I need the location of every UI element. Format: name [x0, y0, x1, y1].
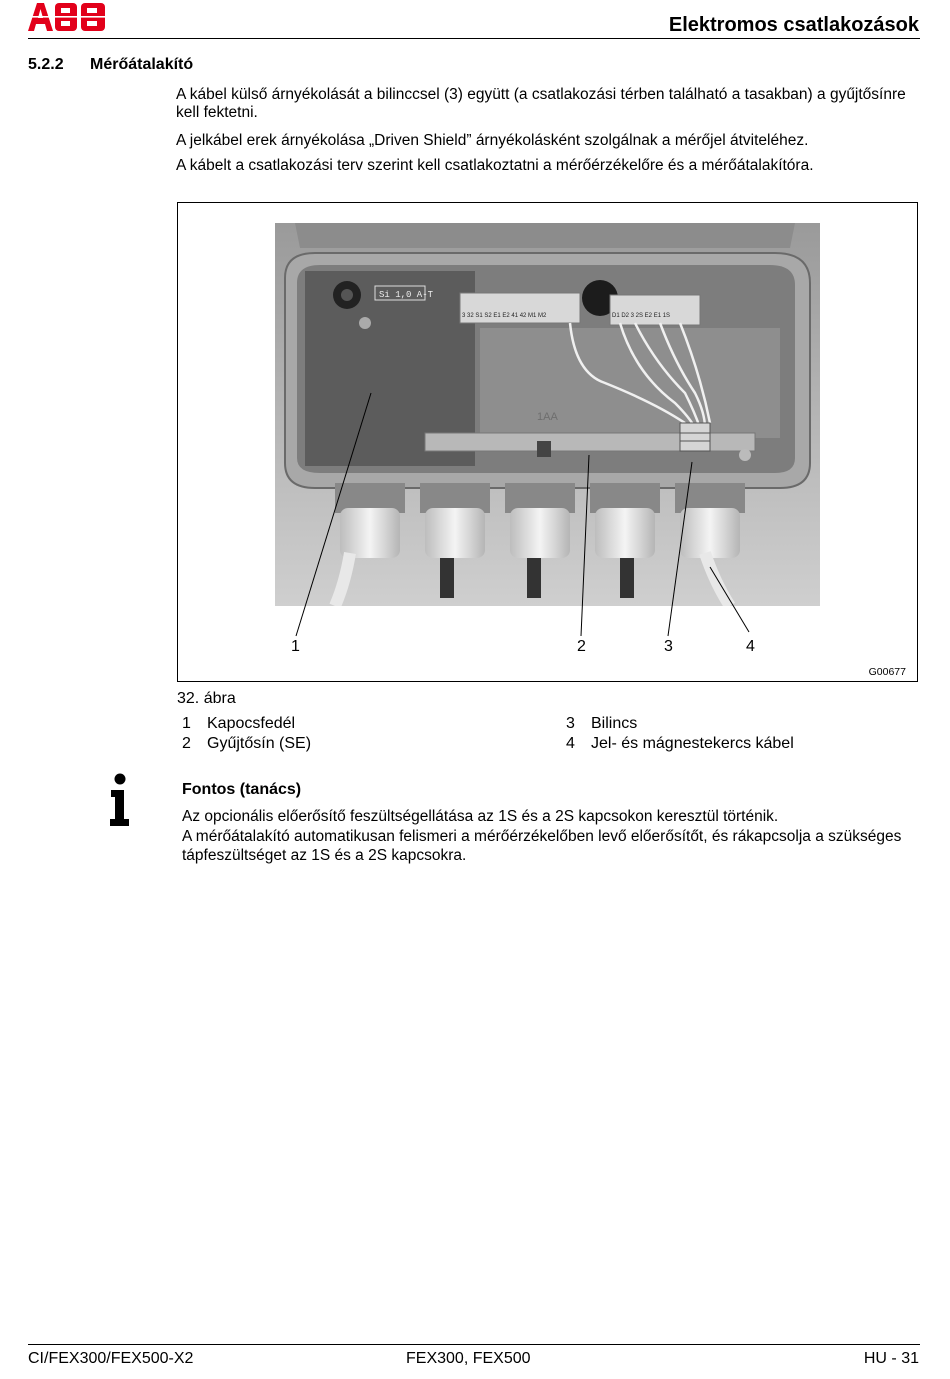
fuse-label: Si 1,0 A-T [379, 290, 434, 300]
callout-1: 1 [291, 638, 300, 655]
callout-3: 3 [664, 638, 673, 655]
legend-item [566, 715, 637, 733]
footer-divider [28, 1344, 920, 1345]
paragraph-2: A jelkábel erek árnyékolása „Driven Shield” árnyékolásként szolgálnak a mérőjel átviteléhez. [176, 132, 809, 149]
figure-id: G00677 [868, 666, 906, 678]
legend-label: Kapocsfedél [207, 715, 296, 732]
paragraph-3: A kábelt a csatlakozási terv szerint kell csatlakoztatni a mérőérzékelőre és a mérőátalakítóra. [176, 157, 814, 174]
legend-number: 2 [182, 735, 191, 752]
footer-document-id: CI/FEX300/FEX500-X2 [28, 1350, 194, 1367]
legend-item [182, 715, 295, 733]
figure-caption: 32. ábra [177, 690, 236, 707]
legend-label: Jel- és mágnestekercs kábel [591, 735, 794, 752]
legend-number: 3 [566, 715, 575, 732]
legend-label: Bilincs [591, 715, 638, 732]
pcb-marking: 1AA [537, 411, 558, 423]
note-line-2: A mérőátalakító automatikusan felismeri a mérőérzékelőben levő előerősítőt, és rákapcsolja a szükséges tápfeszültséget az 1S és a 2S kapcsokra. [182, 828, 902, 864]
note-line-1: Az opcionális előerősítő feszültségellátása az 1S és a 2S kapcsokon keresztül történik. [182, 808, 779, 825]
legend-number: 4 [566, 735, 575, 752]
legend-label: Gyűjtősín (SE) [207, 735, 312, 752]
paragraph-1: A kábel külső árnyékolását a bilinccsel (3) együtt (a csatlakozási térben található a tasakban) a gyűjtősínre kell fektetni. [176, 86, 906, 121]
terminal-labels-right: D1 D2 3 2S E2 E1 1S [612, 313, 671, 319]
note-title: Fontos (tanács) [182, 781, 302, 798]
legend-item [566, 735, 794, 753]
section-number: 5.2.2 [28, 56, 64, 73]
header-title: Elektromos csatlakozások [668, 14, 919, 36]
callout-4: 4 [746, 638, 755, 655]
abb-logo [28, 3, 106, 31]
info-icon [109, 773, 131, 827]
terminal-labels-left: 3 32 S1 S2 E1 E2 41 42 M1 M2 [462, 313, 547, 319]
legend-number: 1 [182, 715, 191, 732]
header-divider [28, 38, 920, 39]
footer-product: FEX300, FEX500 [406, 1350, 531, 1367]
footer-page-number: HU - 31 [863, 1350, 919, 1367]
section-title: Mérőátalakító [90, 56, 194, 73]
terminal-box-photo [275, 223, 820, 606]
legend-item [182, 735, 311, 753]
callout-2: 2 [577, 638, 586, 655]
